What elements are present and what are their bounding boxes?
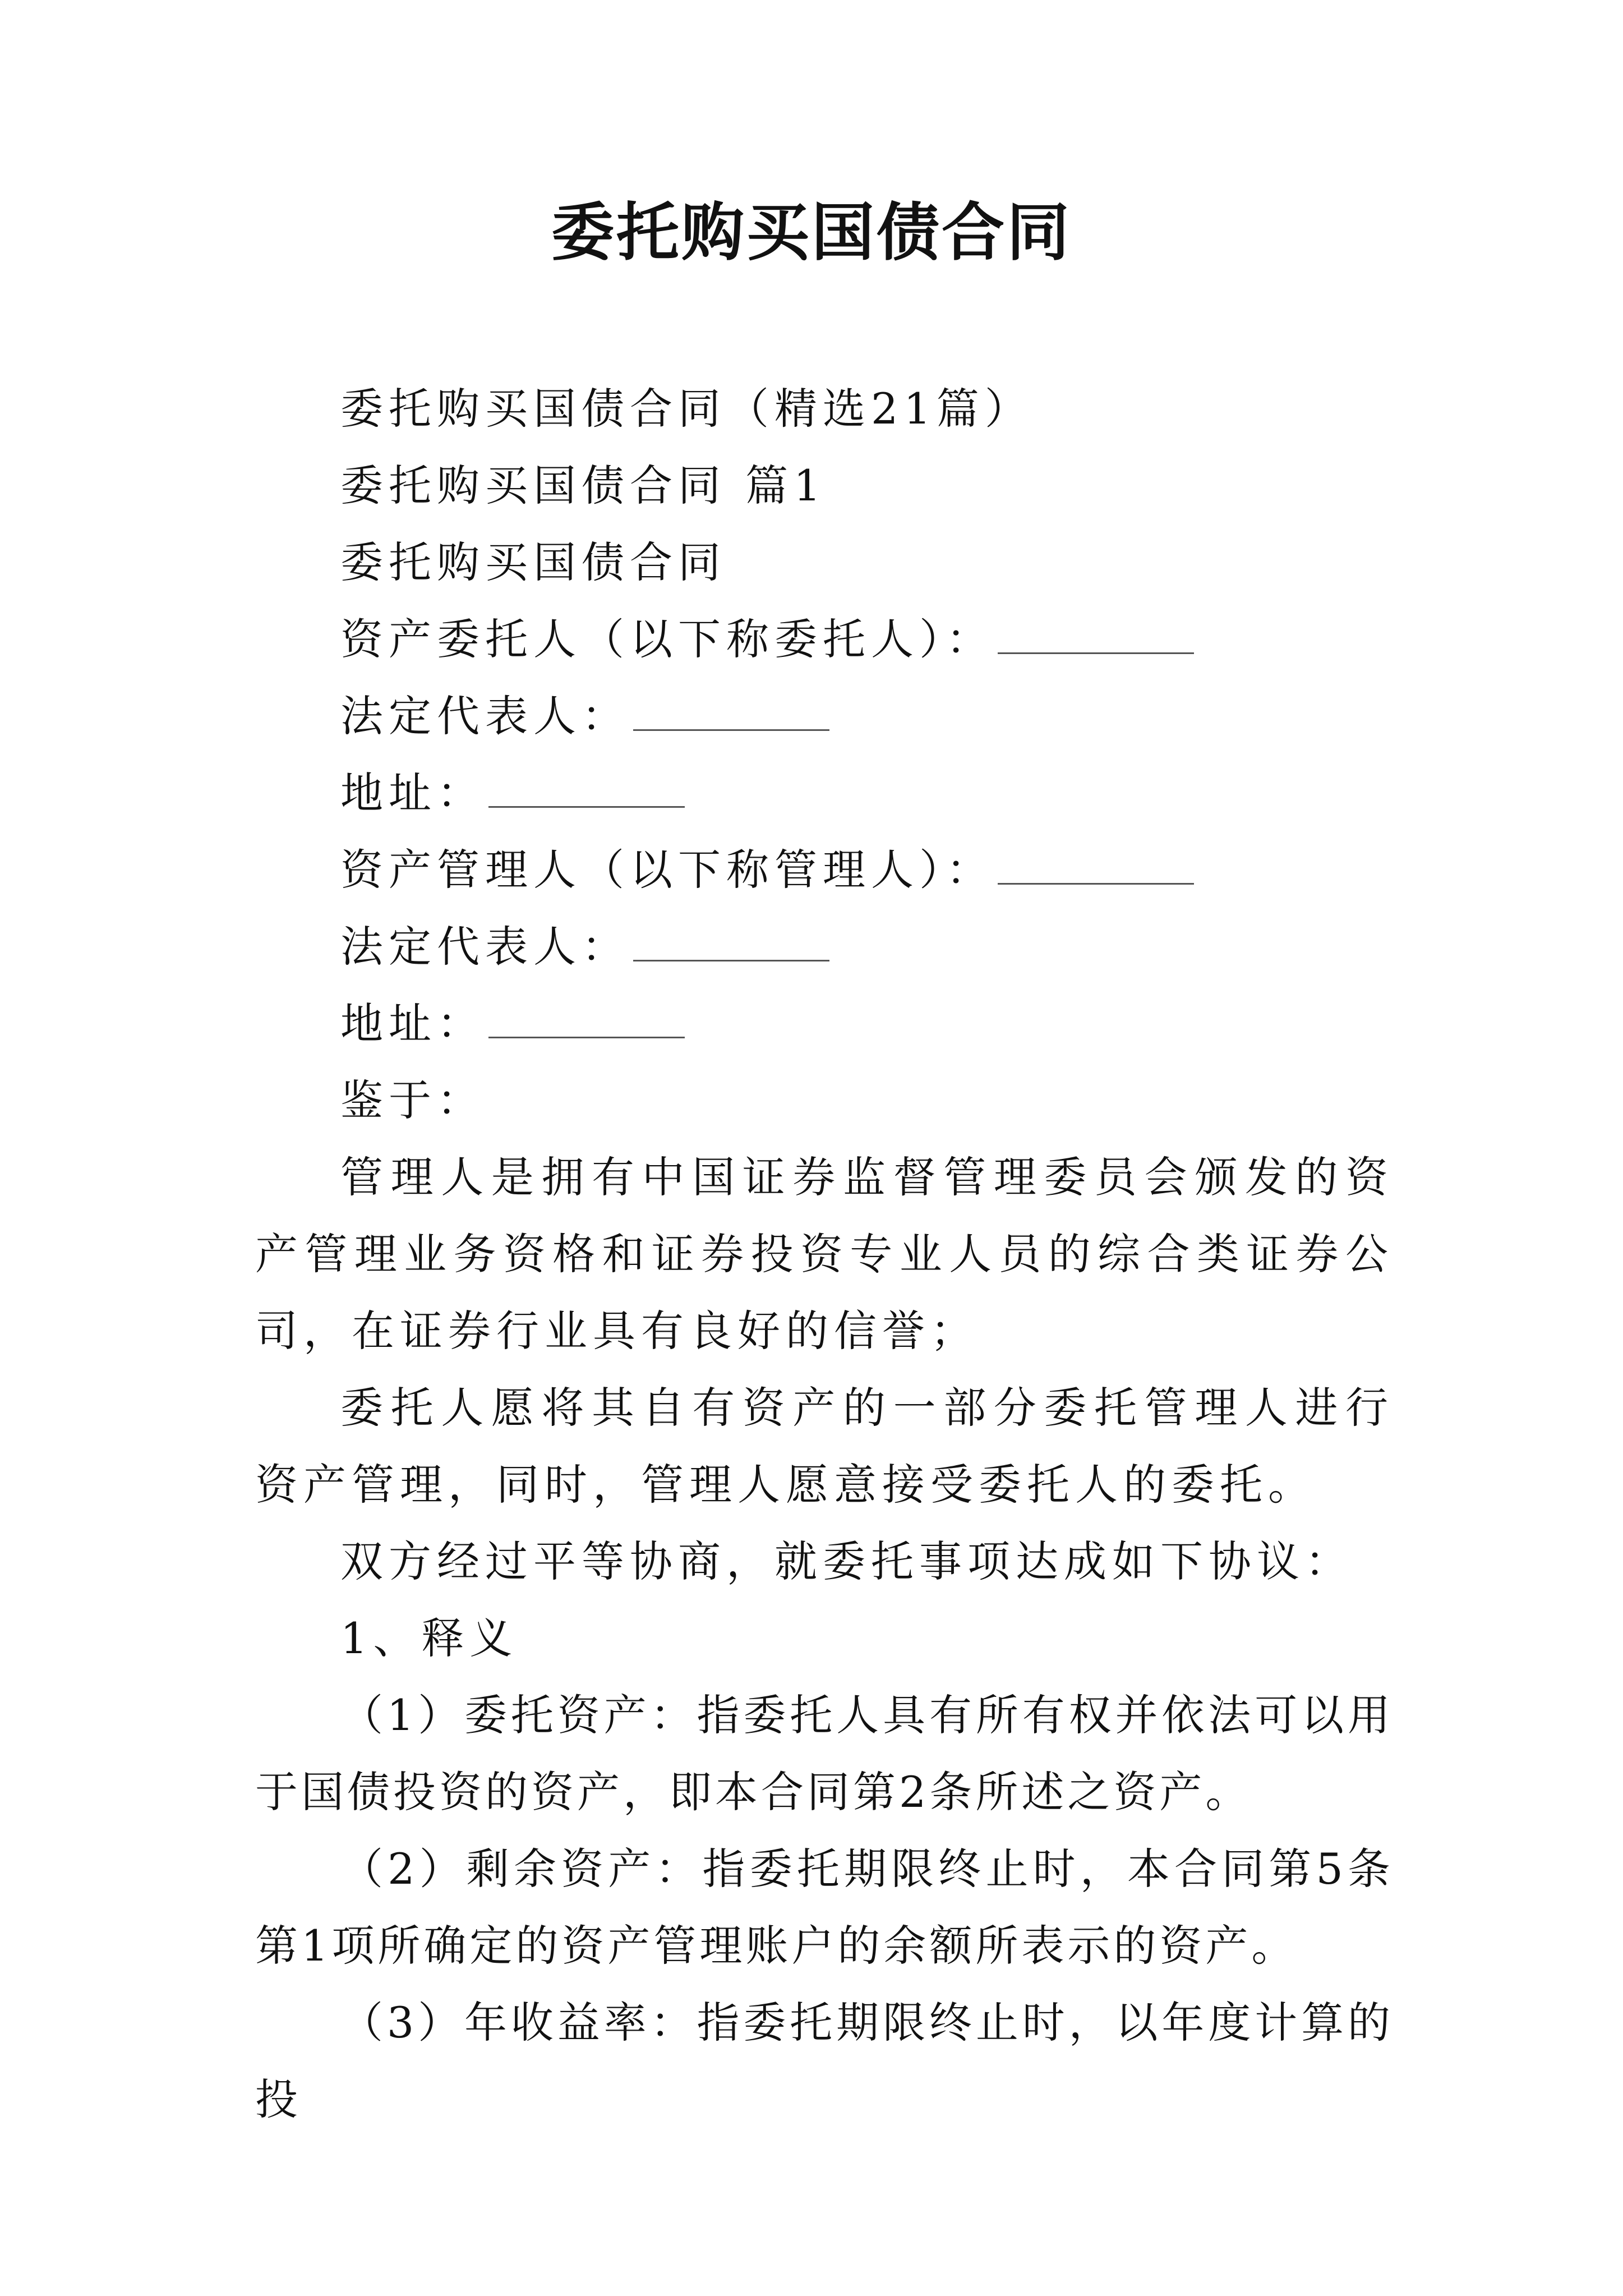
field-principal-legal-rep (255, 678, 1394, 754)
definition-annual-yield: （3）年收益率：指委托期限终止时，以年度计算的投 (255, 1998, 1394, 2124)
document-title: 委托购买国债合同 (551, 196, 1072, 269)
heading-article: 委托购买国债合同 篇1 (340, 461, 827, 510)
field-label: 资产管理人（以下称管理人）： (340, 845, 994, 895)
blank-line (633, 694, 829, 731)
blank-line (998, 848, 1194, 885)
blank-line (633, 925, 829, 961)
whereas-heading: 鉴于： (340, 1075, 485, 1125)
section-definitions: 1、释义 (340, 1613, 518, 1663)
field-asset-principal (255, 601, 1394, 678)
field-principal-address (255, 754, 1394, 831)
heading-contract: 委托购买国债合同 (340, 537, 726, 587)
blank-line (998, 618, 1194, 654)
field-asset-manager (255, 831, 1394, 908)
paragraph-principal-intent: 委托人愿将其自有资产的一部分委托管理人进行资产管理，同时，管理人愿意接受委托人的委托。 (255, 1383, 1394, 1510)
definition-entrusted-assets: （1）委托资产：指委托人具有所有权并依法可以用于国债投资的资产，即本合同第2条所述之资产。 (255, 1690, 1394, 1817)
field-manager-address (255, 985, 1394, 1062)
field-manager-legal-rep (255, 908, 1394, 985)
paragraph-manager-qualification: 管理人是拥有中国证券监督管理委员会颁发的资产管理业务资格和证券投资专业人员的综合类证券公司，在证券行业具有良好的信誉； (255, 1152, 1394, 1356)
field-label: 地址： (340, 768, 485, 818)
blank-line (488, 1002, 685, 1038)
field-label: 法定代表人： (340, 922, 630, 972)
definition-remaining-assets: （2）剩余资产：指委托期限终止时，本合同第5条第1项所确定的资产管理账户的余额所表示的资产。 (255, 1844, 1394, 1971)
field-label: 法定代表人： (340, 691, 630, 741)
heading-collection: 委托购买国债合同（精选21篇） (340, 384, 1033, 434)
document-body (255, 370, 1394, 2138)
blank-line (488, 771, 685, 808)
field-label: 地址： (340, 999, 485, 1048)
paragraph-agreement: 双方经过平等协商，就委托事项达成如下协议： (340, 1536, 1353, 1586)
field-label: 资产委托人（以下称委托人）： (340, 614, 994, 664)
